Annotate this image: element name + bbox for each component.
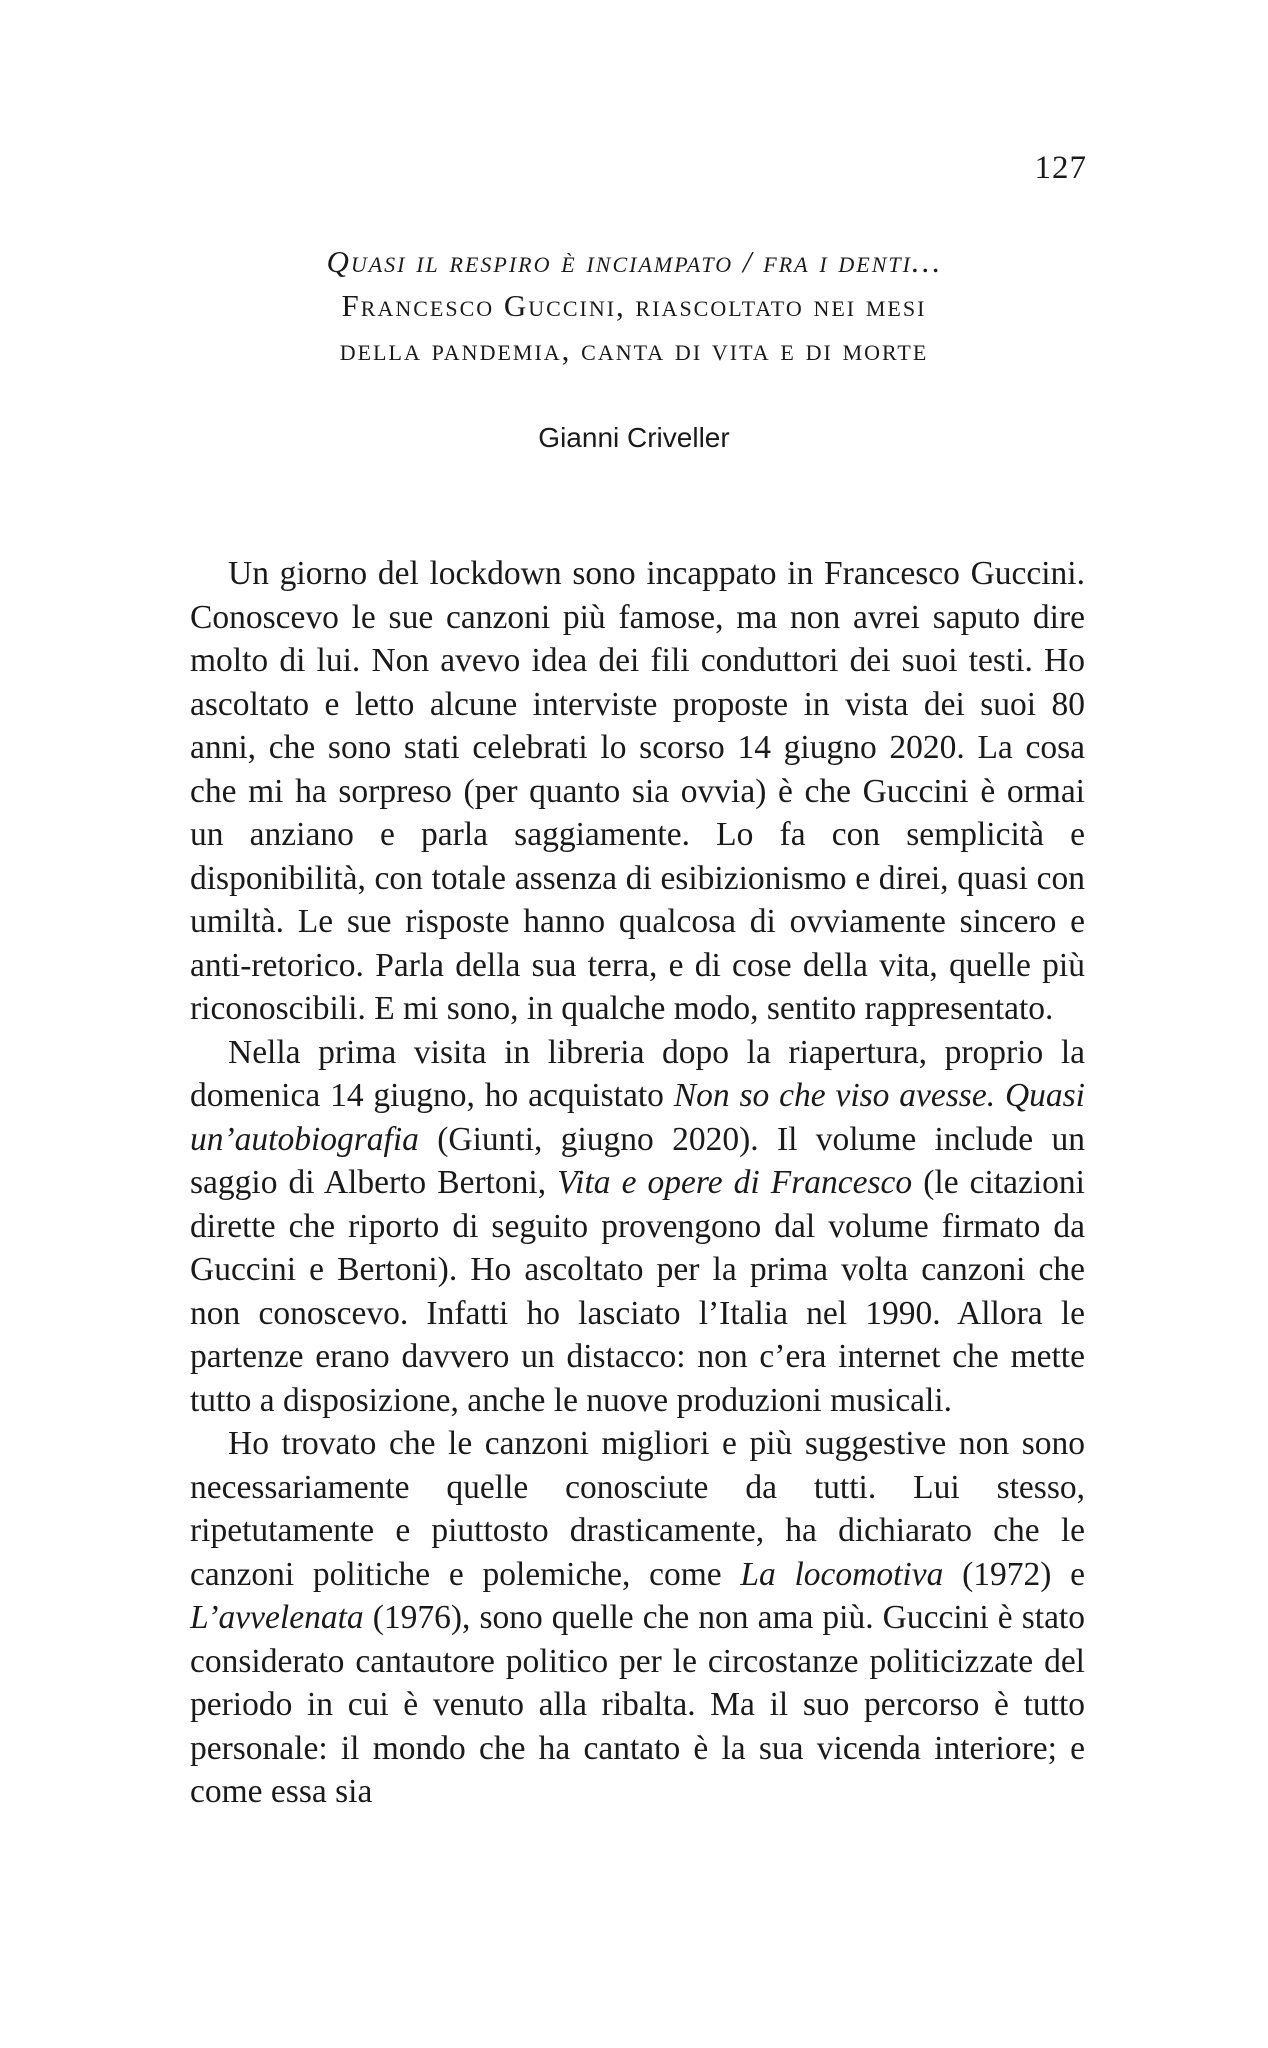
body-text xyxy=(190,552,1085,1814)
paragraph-1 xyxy=(190,552,1085,1031)
text-segment: Un giorno del lockdown sono incappato in Francesco Guccini. Conoscevo le sue canzoni più famose, ma non avrei saputo dire molto di lui. Non avevo idea dei fili conduttori dei suoi testi. Ho ascoltato e letto alcune interviste proposte in vista dei suoi 80 anni, che sono stati celebrati lo scorso 14 giugno 2020. La cosa che mi ha sorpreso (per quanto sia ovvia) è che Guccini è ormai un anziano e parla saggiamente. Lo fa con semplicità e disponibilità, con totale assenza di esibizionismo e direi, quasi con umiltà. Le sue risposte hanno qualcosa di ovviamente sincero e anti-retorico. Parla della sua terra, e di cose della vita, quelle più riconoscibili. E mi sono, in qualche modo, sentito rappresentato. xyxy=(190,555,1085,1027)
page-number: 127 xyxy=(1034,150,1087,186)
book-title: Non so che viso avesse. Quasi un’autobiografia xyxy=(190,1077,1085,1158)
text-segment: (le citazioni dirette che riporto di seguito provengono dal volume firmato da Guccini e Bertoni). Ho ascoltato per la prima volta canzoni che non conoscevo. Infatti ho lasciato l’Italia nel 1990. Allora le partenze erano davvero un distacco: non c’era internet che mette tutto a disposizione, anche le nuove produzioni musicali. xyxy=(190,1164,1085,1419)
song-title: La locomotiva xyxy=(740,1555,944,1593)
author-name: Gianni Criveller xyxy=(538,422,730,453)
paragraph-2 xyxy=(190,1031,1085,1423)
text-segment: (Giunti, giugno 2020). Il volume include un saggio di Alberto Bertoni, xyxy=(190,1120,1085,1201)
text-segment: Nella prima visita in libreria dopo la riapertura, proprio la domenica 14 giugno, ho acquistato xyxy=(190,1033,1085,1114)
text-segment: (1976), sono quelle che non ama più. Guccini è stato considerato cantautore politico per le circostanze politicizzate del periodo in cui è venuto alla ribalta. Ma il suo percorso è tutto personale: il mondo che ha cantato è la sua vicenda interiore; e come essa sia xyxy=(190,1599,1085,1810)
essay-title: Vita e opere di Francesco xyxy=(557,1164,913,1201)
title-line-3: della pandemia, canta di vita e di morte xyxy=(339,332,929,367)
article-title xyxy=(150,240,1118,372)
title-line-2: Francesco Guccini, riascoltato nei mesi xyxy=(341,288,927,323)
song-title: L’avvelenata xyxy=(190,1599,364,1636)
title-line-1: Quasi il respiro è inciampato / fra i denti… xyxy=(326,244,942,279)
text-segment: (1972) e xyxy=(943,1555,1085,1593)
text-segment: Ho trovato che le canzoni migliori e più suggestive non sono necessariamente quelle conosciute da tutti. Lui stesso, ripetutamente e piuttosto drasticamente, ha dichiarato che le canzoni politiche e polemiche, come xyxy=(190,1425,1085,1593)
paragraph-3 xyxy=(190,1422,1085,1814)
